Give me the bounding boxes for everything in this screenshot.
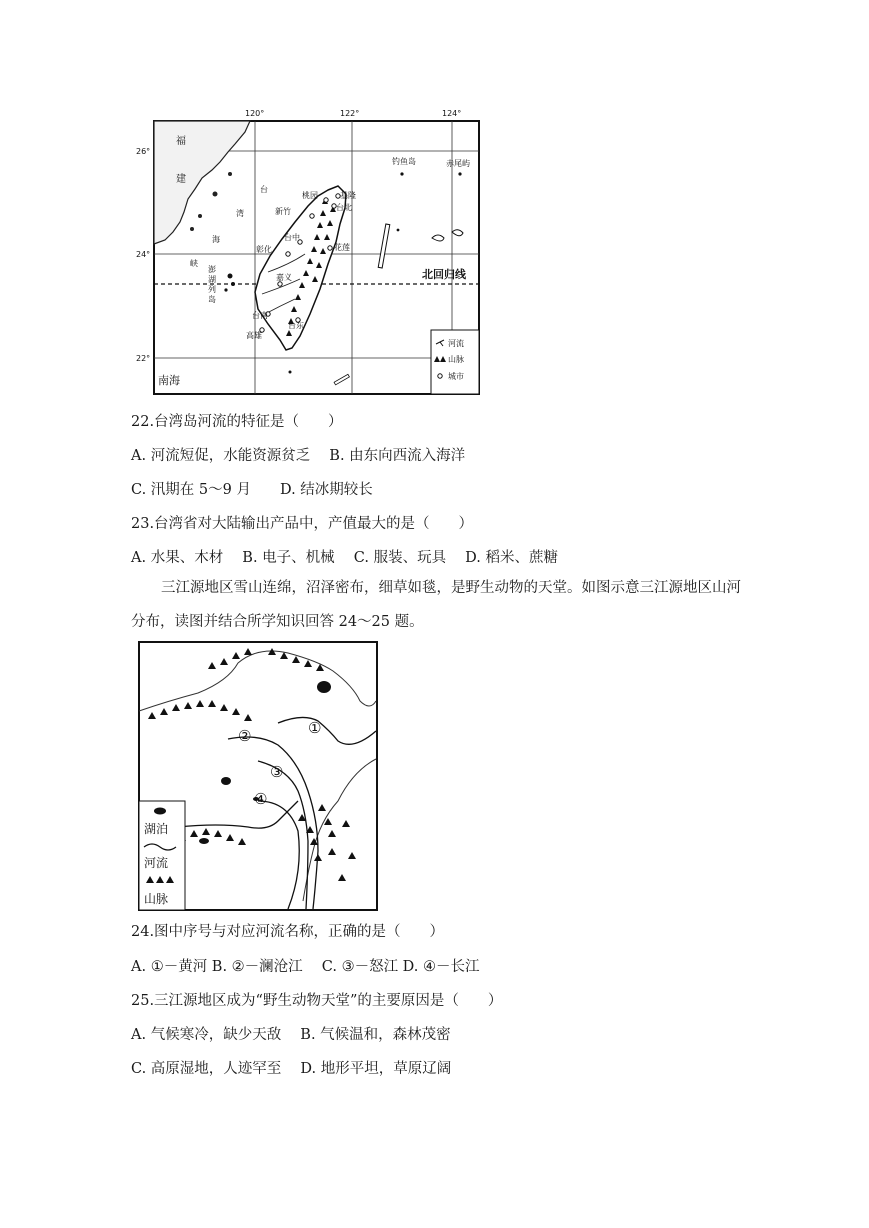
map1-legend <box>431 330 479 394</box>
label-diaoyu: 钓鱼岛 <box>392 157 416 166</box>
label-chiwei: 赤尾屿 <box>446 159 470 168</box>
fujian-coast <box>154 121 250 244</box>
label-strait-4: 峡 <box>190 259 198 268</box>
q25-options-line2: C. 高原湿地，人迹罕至 D. 地形平坦，草原辽阔 <box>131 1061 452 1077</box>
city-chiayi: 嘉义 <box>276 273 292 282</box>
q25-options-line1: A. 气候寒冷，缺少天敌 B. 气候温和，森林茂密 <box>131 1027 451 1043</box>
map2-legend <box>139 801 185 910</box>
legend-city: 城市 <box>448 372 464 381</box>
q25-stem: 25.三江源地区成为“野生动物天堂”的主要原因是（ ） <box>131 993 503 1009</box>
label-penghu-2: 湖 <box>208 275 216 284</box>
label-penghu-3: 列 <box>208 285 216 294</box>
label-fujian-2: 建 <box>176 174 186 185</box>
legend-lake: 湖泊 <box>144 822 169 836</box>
city-keelung: 基隆 <box>340 191 356 200</box>
legend-mountain-2: 山脉 <box>144 892 169 906</box>
city-changhua: 彰化 <box>256 245 272 254</box>
marker-3: ③ <box>270 763 284 781</box>
lat-label-24: 24° <box>136 250 151 259</box>
city-hsinchu: 新竹 <box>275 207 291 216</box>
penghu-islands <box>224 274 235 292</box>
q23-options-line1: A. 水果、木材 B. 电子、机械 C. 服装、玩具 D. 稻米、蔗糖 <box>131 550 559 566</box>
city-taichung: 台中 <box>284 233 300 242</box>
taiwan-map <box>136 104 485 398</box>
sanjiangyuan-passage: 三江源地区雪山连绵，沼泽密布，细草如毯，是野生动物的天堂。如图示意三江源地区山河分布，读图并结合所学知识回答 24～25 题。 <box>131 580 741 630</box>
sanjiangyuan-map <box>138 641 379 912</box>
city-tainan: 台南 <box>252 311 268 320</box>
q23-stem: 23.台湾省对大陆输出产品中，产值最大的是（ ） <box>131 516 474 532</box>
label-south-sea: 南海 <box>158 374 180 387</box>
marker-2: ② <box>238 727 252 745</box>
legend-river-2: 河流 <box>144 856 169 870</box>
marker-1: ① <box>308 719 322 737</box>
lon-label-124: 124° <box>442 109 462 118</box>
q24-options-line1: A. ①－黄河 B. ②－澜沧江 C. ③－怒江 D. ④－长江 <box>131 959 480 975</box>
label-tropic: 北回归线 <box>422 268 466 281</box>
label-fujian-1: 福 <box>176 136 186 147</box>
label-strait-2: 湾 <box>236 209 244 218</box>
label-penghu-4: 岛 <box>208 295 216 304</box>
city-taitung: 台东 <box>288 321 304 330</box>
legend-river: 河流 <box>448 339 464 348</box>
legend-mountain: 山脉 <box>448 355 464 364</box>
q22-options-line2: C. 汛期在 5～9 月 D. 结冰期较长 <box>131 482 373 498</box>
city-taoyuan: 桃园 <box>302 191 318 200</box>
city-hualien: 花莲 <box>334 243 350 252</box>
label-strait-3: 海 <box>212 235 220 244</box>
q24-stem: 24.图中序号与对应河流名称，正确的是（ ） <box>131 924 445 940</box>
label-penghu-1: 澎 <box>208 265 216 274</box>
marker-4: ④ <box>254 790 268 808</box>
lat-label-22: 22° <box>136 354 151 363</box>
lon-label-120: 120° <box>245 109 265 118</box>
city-kaohsiung: 高雄 <box>246 331 262 340</box>
city-taipei: 台北 <box>336 203 352 212</box>
lat-label-26: 26° <box>136 147 151 156</box>
label-strait-1: 台 <box>260 185 268 194</box>
lon-label-122: 122° <box>340 109 360 118</box>
q22-options-line1: A. 河流短促，水能资源贫乏 B. 由东向西流入海洋 <box>131 448 466 464</box>
q22-stem: 22.台湾岛河流的特征是（ ） <box>131 414 343 430</box>
